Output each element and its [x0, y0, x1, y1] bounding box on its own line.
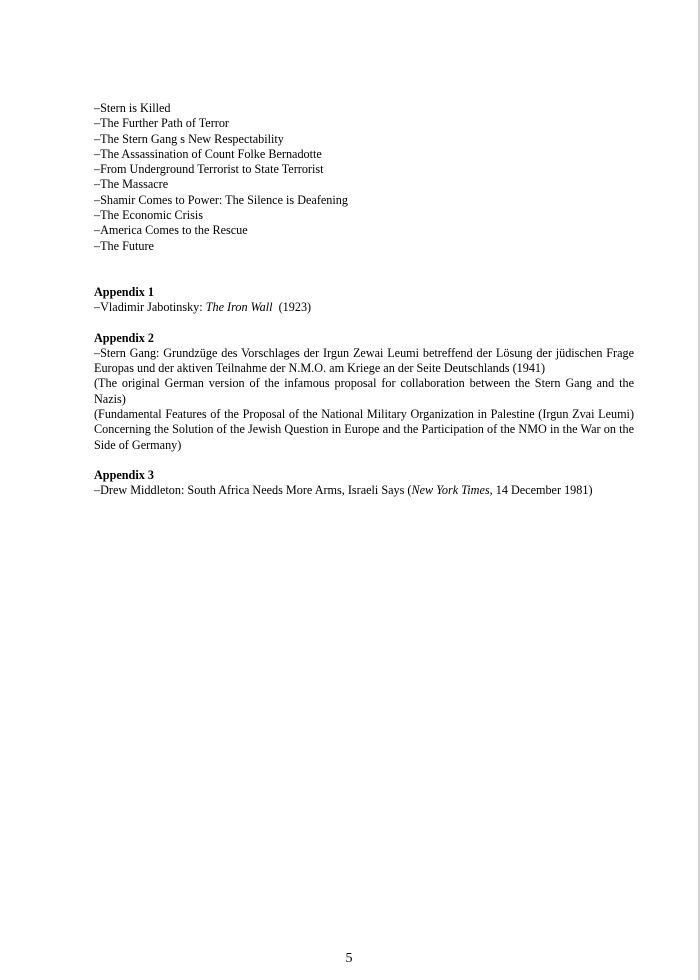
- toc-item: –The Economic Crisis: [94, 208, 203, 223]
- toc-item: –The Assassination of Count Folke Bernadotte: [94, 146, 322, 161]
- appendix-2-section: [94, 331, 634, 453]
- appendix-2-heading: Appendix 2: [94, 330, 154, 345]
- appendix-1-author: –Vladimir Jabotinsky:: [94, 300, 206, 315]
- appendix-1-section: [94, 285, 634, 316]
- appendix-1-title: The Iron Wall: [205, 300, 273, 315]
- toc-item: –From Underground Terrorist to State Terrorist: [94, 162, 324, 177]
- page-content: [94, 101, 634, 499]
- appendix-3-heading: Appendix 3: [94, 467, 154, 482]
- appendix-3-source: New York Times: [411, 483, 490, 498]
- appendix-2-english-title: (Fundamental Features of the Proposal of the National Military Organization in Palestine (Irgun Zvai Leumi) Concerning the Solution of the Jewish Question in Europe and the Participation of the NMO in the War on the Side of Germany): [94, 407, 634, 452]
- appendix-3-section: [94, 468, 634, 499]
- toc-item: –Stern is Killed: [94, 101, 171, 115]
- toc-list: [94, 101, 634, 254]
- toc-item: –The Massacre: [94, 177, 169, 192]
- appendix-1-heading: Appendix 1: [94, 284, 154, 299]
- appendix-3-date: , 14 December 1981): [489, 483, 593, 498]
- toc-item: –The Future: [94, 238, 154, 253]
- appendix-3-article: –Drew Middleton: South Africa Needs More Arms, Israeli Says (: [94, 483, 412, 498]
- page-number: 5: [345, 951, 353, 966]
- appendix-2-note: (The original German version of the infamous proposal for collaboration between the Stern Gang and the Nazis): [94, 376, 634, 406]
- toc-item: –America Comes to the Rescue: [94, 223, 248, 238]
- appendix-1-year: (1923): [272, 300, 312, 315]
- appendix-2-german-title: –Stern Gang: Grundzüge des Vorschlages der Irgun Zewai Leumi betreffend der Lösung der jüdischen Frage Europas und der aktiven Teilnahme der N.M.O. am Kriege an der Seite Deutschlands (1941): [94, 345, 634, 376]
- toc-item: –The Stern Gang s New Respectability: [94, 131, 284, 146]
- toc-item: –The Further Path of Terror: [94, 116, 229, 131]
- toc-item: –Shamir Comes to Power: The Silence is Deafening: [94, 192, 348, 207]
- appendix-3-entry: [94, 483, 634, 498]
- appendix-1-entry: [94, 300, 634, 315]
